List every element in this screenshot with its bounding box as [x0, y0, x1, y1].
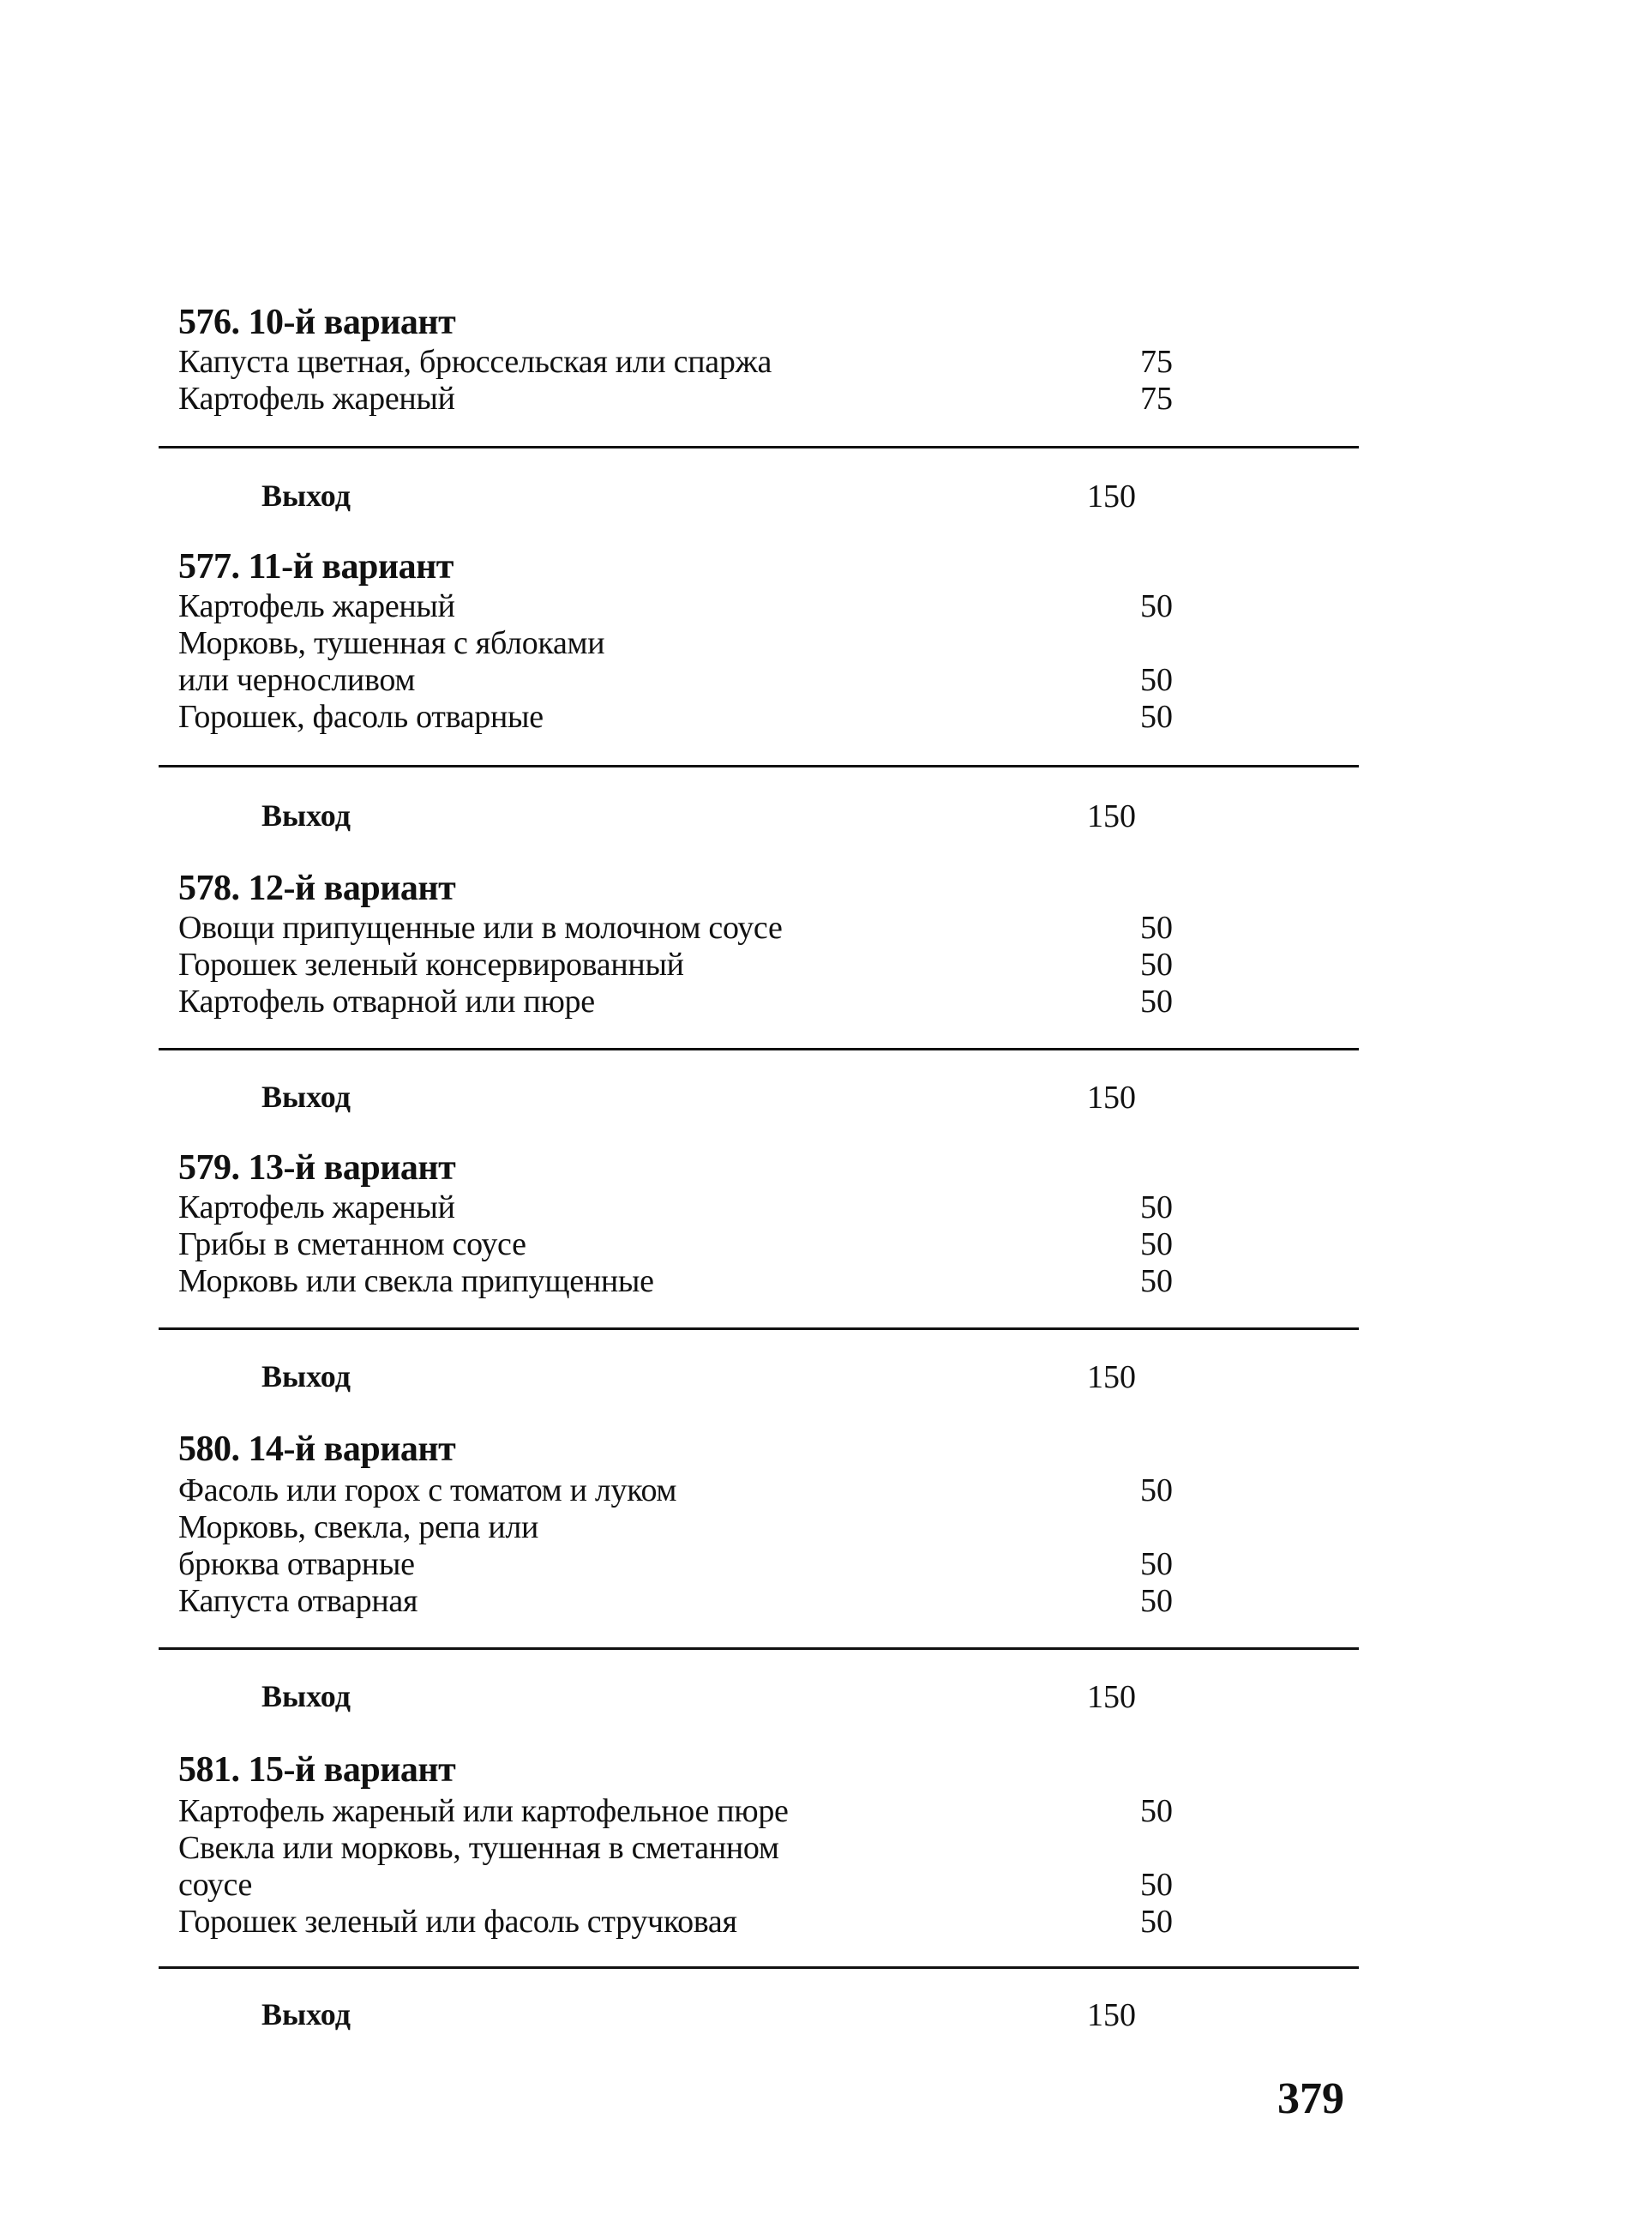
recipe-heading: 579. 13-й вариант	[178, 1148, 456, 1188]
yield-qty: 150	[1087, 1080, 1136, 1116]
ingredient-label: Морковь или свекла припущенные	[178, 1263, 654, 1299]
ingredient-row	[178, 343, 1173, 381]
ingredient-label: Морковь, свекла, репа или	[178, 1509, 539, 1545]
divider-rule	[159, 1327, 1359, 1330]
yield-qty: 150	[1087, 1359, 1136, 1395]
ingredient-row	[178, 1225, 1173, 1263]
ingredient-qty: 50	[1140, 947, 1173, 983]
divider-rule	[159, 1048, 1359, 1050]
ingredient-qty: 50	[1140, 910, 1173, 946]
recipe-heading: 577. 11-й вариант	[178, 547, 454, 587]
ingredient-label: Горошек зеленый консервированный	[178, 947, 684, 983]
divider-rule	[159, 765, 1359, 767]
ingredient-row	[178, 587, 1173, 625]
ingredient-label: Морковь, тушенная с яблоками	[178, 625, 605, 661]
ingredient-qty: 50	[1140, 1263, 1173, 1299]
ingredient-row	[178, 1866, 1173, 1904]
divider-rule	[159, 1966, 1359, 1969]
ingredient-label: Свекла или морковь, тушенная в сметанном	[178, 1830, 779, 1866]
ingredient-row	[178, 1472, 1173, 1509]
ingredient-label: Горошек, фасоль отварные	[178, 699, 544, 735]
yield-row	[261, 798, 1136, 835]
ingredient-label: Картофель жареный	[178, 1189, 455, 1225]
yield-label: Выход	[261, 1997, 351, 2031]
ingredient-qty: 50	[1140, 1583, 1173, 1619]
ingredient-row	[178, 909, 1173, 947]
ingredient-qty: 75	[1140, 381, 1173, 417]
ingredient-row	[178, 380, 1173, 418]
recipe-heading: 578. 12-й вариант	[178, 869, 456, 908]
ingredient-label: соусе	[178, 1867, 253, 1903]
ingredient-label: Картофель жареный или картофельное пюре	[178, 1793, 789, 1829]
ingredient-qty: 50	[1140, 588, 1173, 624]
ingredient-row	[178, 661, 1173, 699]
ingredient-qty: 50	[1140, 984, 1173, 1020]
ingredient-label: Фасоль или горох с томатом и луком	[178, 1472, 677, 1508]
yield-row	[261, 1996, 1136, 2034]
ingredient-label: Горошек зеленый или фасоль стручковая	[178, 1904, 737, 1940]
ingredient-qty: 50	[1140, 1793, 1173, 1829]
yield-row	[261, 1358, 1136, 1396]
ingredient-row	[178, 946, 1173, 984]
page-number: 379	[1277, 2074, 1344, 2123]
ingredient-row	[178, 1792, 1173, 1830]
ingredient-qty: 50	[1140, 1904, 1173, 1940]
ingredient-row	[178, 1829, 1173, 1867]
yield-qty: 150	[1087, 1679, 1136, 1715]
ingredient-qty: 50	[1140, 1867, 1173, 1903]
ingredient-label: брюква отварные	[178, 1546, 415, 1582]
ingredient-label: Картофель жареный	[178, 381, 455, 417]
yield-label: Выход	[261, 1679, 351, 1713]
ingredient-row	[178, 1189, 1173, 1226]
yield-qty: 150	[1087, 479, 1136, 515]
divider-rule	[159, 446, 1359, 448]
ingredient-label: Овощи припущенные или в молочном соусе	[178, 910, 783, 946]
yield-label: Выход	[261, 1080, 351, 1114]
yield-label: Выход	[261, 798, 351, 833]
ingredient-row	[178, 1582, 1173, 1620]
ingredient-label: Картофель жареный	[178, 588, 455, 624]
yield-qty: 150	[1087, 1997, 1136, 2033]
ingredient-qty: 50	[1140, 1546, 1173, 1582]
divider-rule	[159, 1647, 1359, 1650]
ingredient-row	[178, 1262, 1173, 1300]
ingredient-label: Грибы в сметанном соусе	[178, 1226, 526, 1262]
ingredient-row	[178, 1545, 1173, 1583]
recipe-heading: 580. 14-й вариант	[178, 1430, 456, 1469]
ingredient-label: Капуста цветная, брюссельская или спаржа	[178, 344, 772, 380]
ingredient-label: Капуста отварная	[178, 1583, 418, 1619]
ingredient-qty: 50	[1140, 699, 1173, 735]
recipe-heading: 581. 15-й вариант	[178, 1750, 456, 1790]
recipe-heading: 576. 10-й вариант	[178, 303, 456, 342]
ingredient-label: или черносливом	[178, 662, 416, 698]
ingredient-row	[178, 1508, 1173, 1546]
ingredient-label: Картофель отварной или пюре	[178, 984, 595, 1020]
yield-row	[261, 1079, 1136, 1117]
yield-row	[261, 478, 1136, 515]
yield-qty: 150	[1087, 798, 1136, 834]
ingredient-row	[178, 983, 1173, 1020]
ingredient-qty: 50	[1140, 662, 1173, 698]
ingredient-qty: 50	[1140, 1472, 1173, 1508]
yield-row	[261, 1678, 1136, 1716]
yield-label: Выход	[261, 1359, 351, 1393]
ingredient-qty: 50	[1140, 1226, 1173, 1262]
ingredient-qty: 75	[1140, 344, 1173, 380]
ingredient-row	[178, 624, 1173, 662]
ingredient-row	[178, 1903, 1173, 1941]
ingredient-qty: 50	[1140, 1189, 1173, 1225]
ingredient-row	[178, 698, 1173, 736]
yield-label: Выход	[261, 479, 351, 513]
